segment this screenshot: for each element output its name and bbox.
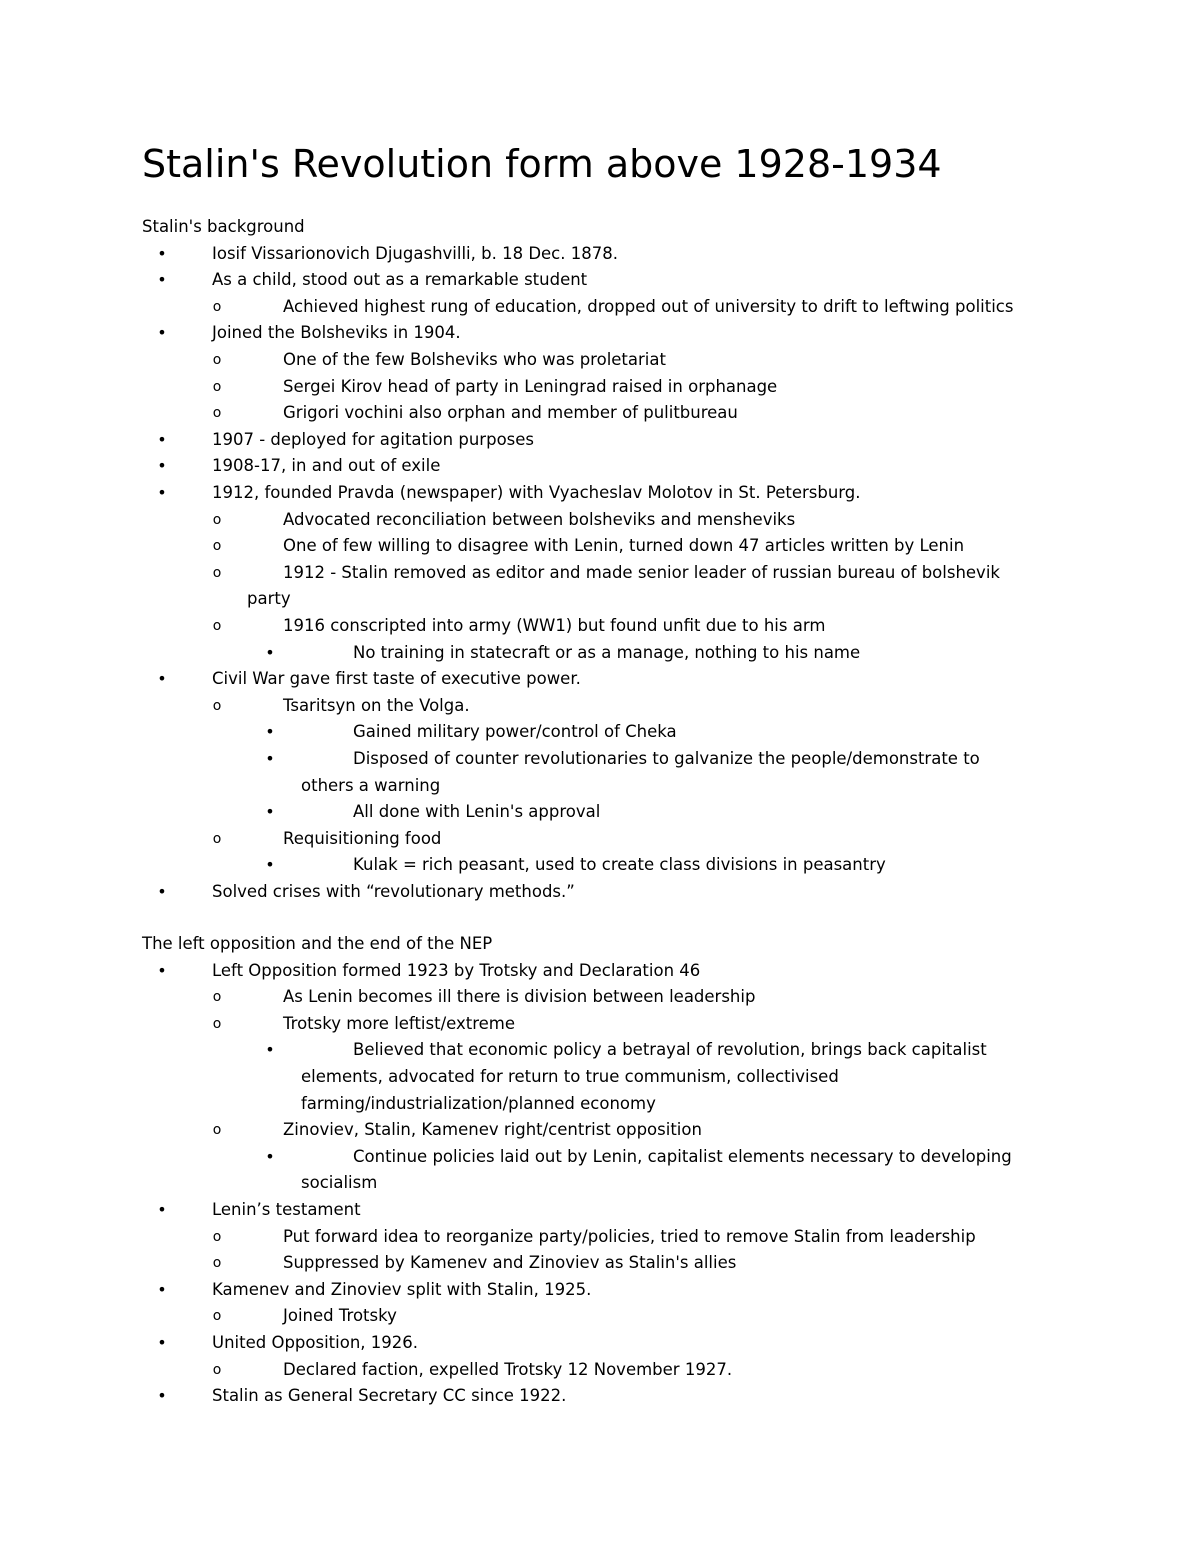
bullet-icon: • (157, 1200, 167, 1219)
list-item (0, 241, 1200, 268)
bullet-icon: • (265, 749, 275, 768)
bullet-icon: • (265, 642, 275, 662)
list-item (0, 1250, 1200, 1277)
list-item (0, 453, 1200, 480)
list-item-text: Kamenev and Zinoviev split with Stalin, 1925. (212, 1279, 592, 1299)
list-item-text: Sergei Kirov head of party in Leningrad raised in orphanage (283, 376, 778, 396)
list-item (0, 1277, 1200, 1304)
list-item (0, 879, 1200, 906)
list-item (0, 826, 1200, 853)
list-item (0, 1091, 1200, 1118)
hollow-bullet-icon: o (212, 618, 222, 634)
hollow-bullet-icon: o (212, 1255, 222, 1272)
list-item-text: 1908-17, in and out of exile (212, 456, 441, 476)
list-item-text: Joined Trotsky (283, 1306, 397, 1326)
hollow-bullet-icon: o (212, 1122, 222, 1139)
list-item (0, 958, 1200, 985)
list-item (0, 666, 1200, 693)
list-item-text: Tsaritsyn on the Volga. (283, 695, 470, 715)
list-item-text: Solved crises with “revolutionary methods.” (212, 882, 575, 901)
bullet-icon: • (157, 1333, 167, 1352)
list-item-text: One of few willing to disagree with Lenin, turned down 47 articles written by Lenin (283, 536, 965, 556)
list-item-text: 1912 - Stalin removed as editor and made senior leader of russian bureau of bolshevik (283, 562, 1000, 582)
list-item-text: All done with Lenin's approval (353, 802, 601, 822)
list-item (0, 1224, 1200, 1251)
hollow-bullet-icon: o (212, 378, 222, 395)
list-item (0, 1383, 1200, 1410)
bullet-icon: • (157, 323, 167, 343)
hollow-bullet-icon: o (212, 1308, 222, 1325)
list-item (0, 1144, 1200, 1171)
list-item-text: Put forward idea to reorganize party/policies, tried to remove Stalin from leadership (283, 1226, 976, 1246)
list-item-text: Gained military power/control of Cheka (353, 722, 677, 742)
list-item (0, 374, 1200, 401)
list-item-text: Iosif Vissarionovich Djugashvilli, b. 18 Dec. 1878. (212, 243, 618, 263)
list-item-text: elements, advocated for return to true communism, collectivised (301, 1067, 839, 1086)
hollow-bullet-icon: o (212, 405, 222, 422)
list-item-text: Zinoviev, Stalin, Kamenev right/centrist opposition (283, 1120, 702, 1140)
list-item (0, 1303, 1200, 1330)
hollow-bullet-icon: o (212, 989, 222, 1006)
list-item (0, 533, 1200, 560)
bullet-icon: • (157, 243, 167, 263)
list-item-text: As Lenin becomes ill there is division between leadership (283, 987, 756, 1007)
list-item (0, 1011, 1200, 1038)
hollow-bullet-icon: o (212, 1228, 222, 1245)
list-item-text: others a warning (301, 775, 441, 795)
bullet-icon: • (157, 270, 167, 290)
list-item-text: Kulak = rich peasant, used to create class divisions in peasantry (353, 855, 886, 875)
hollow-bullet-icon: o (212, 298, 222, 315)
list-item-text: 1907 - deployed for agitation purposes (212, 429, 535, 449)
list-item (0, 640, 1200, 667)
bullet-icon: • (265, 802, 275, 822)
list-item (0, 507, 1200, 534)
list-item (0, 400, 1200, 427)
bullet-icon: • (157, 669, 167, 689)
list-item (0, 984, 1200, 1011)
list-item-text: As a child, stood out as a remarkable student (212, 270, 588, 290)
list-item-text: Disposed of counter revolutionaries to galvanize the people/demonstrate to (353, 749, 980, 768)
bullet-icon: • (157, 456, 167, 476)
list-item (0, 1357, 1200, 1384)
list-item-text: Requisitioning food (283, 828, 442, 848)
list-item-text: party (247, 589, 291, 609)
document-title: Stalin's Revolution form above 1928-1934 (142, 142, 942, 186)
list-item-text: Left Opposition formed 1923 by Trotsky and Declaration 46 (212, 960, 701, 980)
list-item (0, 347, 1200, 374)
list-item (0, 746, 1200, 773)
list-item (0, 294, 1200, 321)
bullet-icon: • (265, 855, 275, 875)
bullet-icon: • (265, 1040, 275, 1060)
list-item (0, 1170, 1200, 1197)
list-item (0, 320, 1200, 347)
list-item-text: Trotsky more leftist/extreme (283, 1013, 516, 1033)
list-item (0, 1117, 1200, 1144)
bullet-icon: • (157, 483, 167, 502)
list-item-text: Grigori vochini also orphan and member of pulitbureau (283, 403, 738, 423)
list-item (0, 773, 1200, 800)
list-item (0, 480, 1200, 507)
list-item-text: United Opposition, 1926. (212, 1333, 419, 1352)
bullet-icon: • (157, 1279, 167, 1299)
list-item (0, 719, 1200, 746)
section-heading: Stalin's background (142, 217, 305, 236)
list-item (0, 852, 1200, 879)
list-item (0, 1330, 1200, 1357)
bullet-icon: • (157, 882, 167, 901)
list-item (0, 560, 1200, 587)
hollow-bullet-icon: o (212, 352, 222, 368)
list-item-text: 1916 conscripted into army (WW1) but found unfit due to his arm (283, 616, 826, 635)
section-heading: The left opposition and the end of the NEP (142, 934, 493, 953)
list-item-text: Believed that economic policy a betrayal of revolution, brings back capitalist (353, 1040, 987, 1060)
bullet-icon: • (265, 722, 275, 742)
list-item (0, 613, 1200, 640)
list-item-text: Declared faction, expelled Trotsky 12 November 1927. (283, 1359, 733, 1379)
list-item (0, 693, 1200, 720)
list-item-text: Achieved highest rung of education, dropped out of university to drift to leftwing politics (283, 296, 1014, 316)
list-item-text: socialism (301, 1173, 378, 1193)
list-item-text: Advocated reconciliation between bolsheviks and mensheviks (283, 509, 796, 529)
hollow-bullet-icon: o (212, 564, 222, 581)
list-item-text: Joined the Bolsheviks in 1904. (212, 323, 461, 343)
list-item (0, 799, 1200, 826)
list-item-text: One of the few Bolsheviks who was proletariat (283, 350, 666, 369)
list-item-text: Civil War gave first taste of executive power. (212, 669, 581, 689)
list-item (0, 1197, 1200, 1224)
bullet-icon: • (265, 1146, 275, 1166)
list-item (0, 1037, 1200, 1064)
bullet-icon: • (157, 1386, 167, 1406)
hollow-bullet-icon: o (212, 1015, 222, 1032)
list-item-text: Continue policies laid out by Lenin, capitalist elements necessary to developing (353, 1146, 1012, 1166)
list-item (0, 427, 1200, 454)
bullet-icon: • (157, 429, 167, 449)
list-item-text: Stalin as General Secretary CC since 1922. (212, 1386, 567, 1406)
list-item-text: Suppressed by Kamenev and Zinoviev as Stalin's allies (283, 1253, 737, 1273)
hollow-bullet-icon: o (212, 1361, 222, 1378)
list-item-text: 1912, founded Pravda (newspaper) with Vyacheslav Molotov in St. Petersburg. (212, 483, 861, 502)
list-item-text: farming/industrialization/planned economy (301, 1093, 656, 1113)
list-item-text: Lenin’s testament (212, 1200, 361, 1219)
hollow-bullet-icon: o (212, 538, 222, 555)
list-item (0, 1064, 1200, 1091)
list-item (0, 267, 1200, 294)
hollow-bullet-icon: o (212, 830, 222, 847)
list-item-text: No training in statecraft or as a manage, nothing to his name (353, 642, 861, 662)
list-item (0, 586, 1200, 613)
hollow-bullet-icon: o (212, 511, 222, 528)
bullet-icon: • (157, 960, 167, 980)
hollow-bullet-icon: o (212, 697, 222, 714)
